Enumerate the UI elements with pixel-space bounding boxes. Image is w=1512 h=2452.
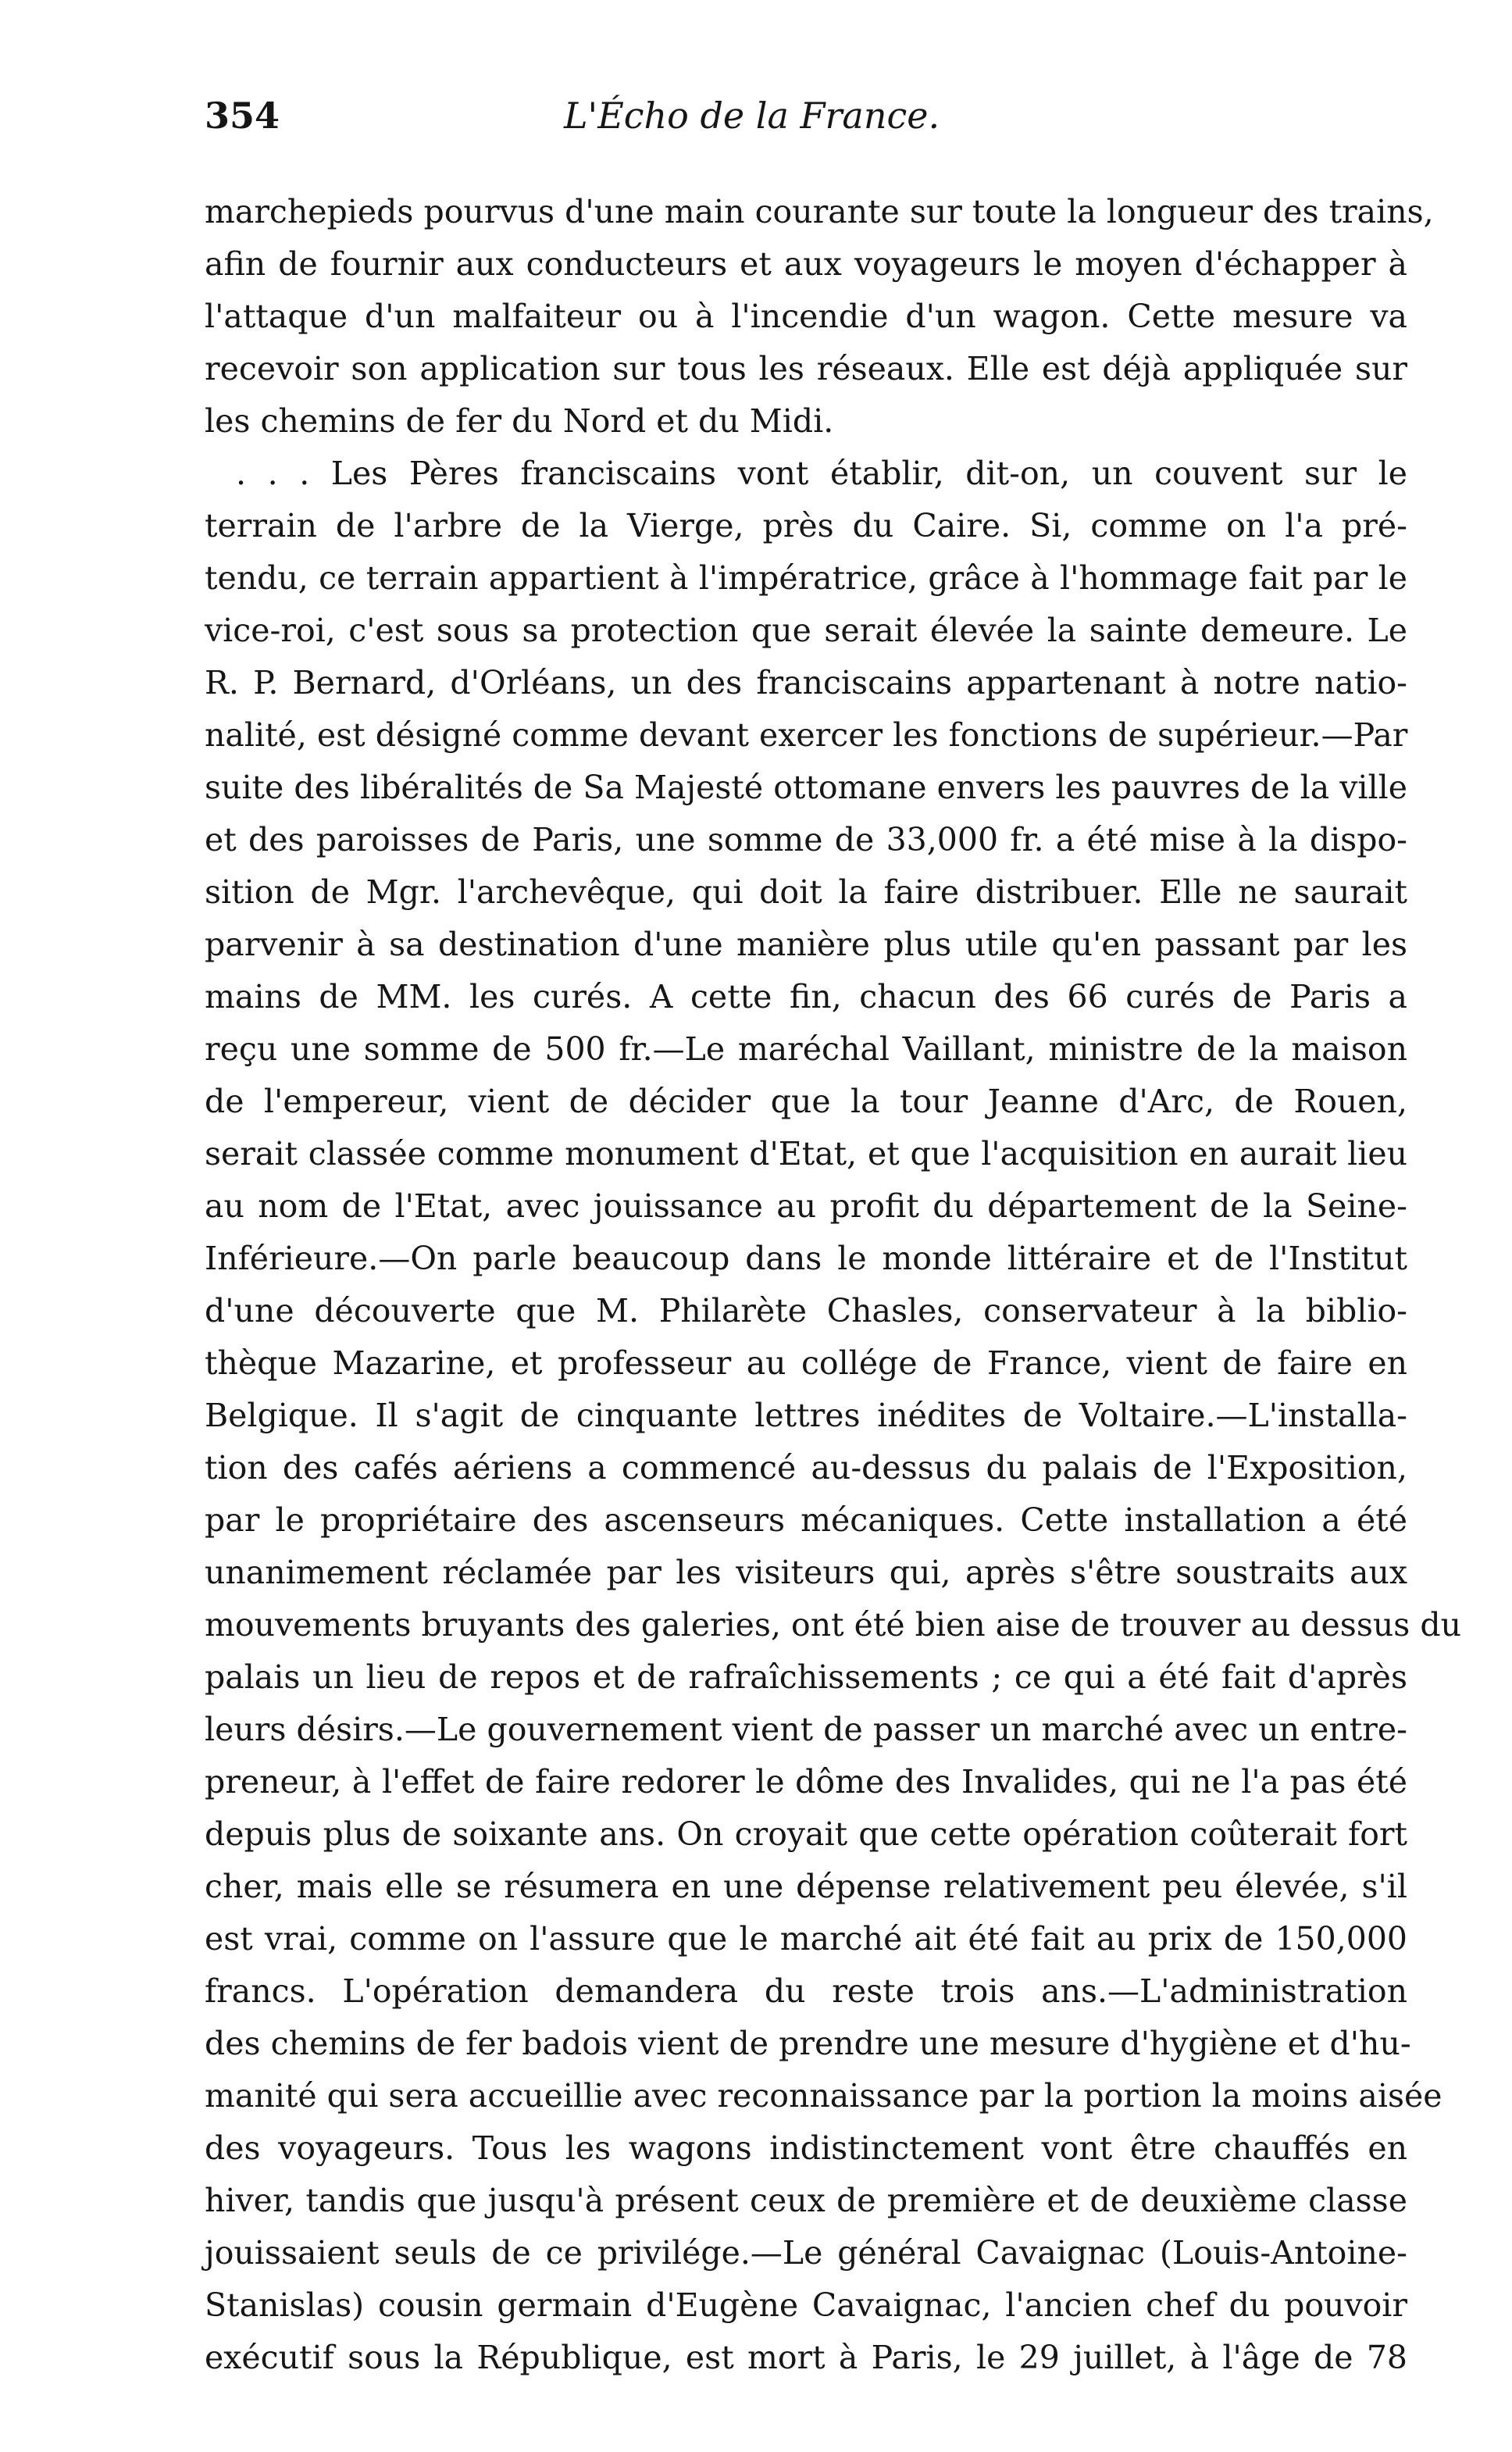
text-line: recevoir son application sur tous les réseaux. Elle est déjà appliquée sur xyxy=(205,350,1407,387)
text-line: hiver, tandis que jusqu'à présent ceux de première et de deuxième classe xyxy=(205,2182,1407,2219)
text-line: vice-roi, c'est sous sa protection que serait élevée la sainte demeure. Le xyxy=(205,612,1407,649)
page-number: 354 xyxy=(205,95,280,137)
body-text xyxy=(205,186,1461,2384)
running-title: L'Écho de la France. xyxy=(564,95,940,137)
text-line: palais un lieu de repos et de rafraîchissements ; ce qui a été fait d'après xyxy=(205,1658,1407,1696)
text-line: thèque Mazarine, et professeur au collége de France, vient de faire en xyxy=(205,1344,1407,1382)
text-line: mouvements bruyants des galeries, ont été bien aise de trouver au dessus du xyxy=(205,1606,1461,1644)
text-line: serait classée comme monument d'Etat, et que l'acquisition en aurait lieu xyxy=(205,1135,1407,1172)
running-head xyxy=(205,92,1407,155)
text-line: au nom de l'Etat, avec jouissance au profit du département de la Seine- xyxy=(205,1187,1407,1225)
text-line: nalité, est désigné comme devant exercer les fonctions de supérieur.—Par xyxy=(205,716,1408,754)
text-line: Inférieure.—On parle beaucoup dans le monde littéraire et de l'Institut xyxy=(205,1240,1407,1277)
text-line: R. P. Bernard, d'Orléans, un des franciscains appartenant à notre natio- xyxy=(205,664,1407,701)
text-line: Stanislas) cousin germain d'Eugène Cavaignac, l'ancien chef du pouvoir xyxy=(205,2286,1407,2324)
text-line: suite des libéralités de Sa Majesté ottomane envers les pauvres de la ville xyxy=(205,769,1407,806)
text-line: reçu une somme de 500 fr.—Le maréchal Vaillant, ministre de la maison xyxy=(205,1030,1407,1068)
text-line: terrain de l'arbre de la Vierge, près du Caire. Si, comme on l'a pré- xyxy=(205,507,1407,544)
text-line: des voyageurs. Tous les wagons indistinctement vont être chauffés en xyxy=(205,2129,1407,2167)
text-line: leurs désirs.—Le gouvernement vient de passer un marché avec un entre- xyxy=(205,1711,1407,1748)
text-line: des chemins de fer badois vient de prendre une mesure d'hygiène et d'hu- xyxy=(205,2025,1411,2062)
text-line: tion des cafés aériens a commencé au-dessus du palais de l'Exposition, xyxy=(205,1449,1407,1487)
text-line: l'attaque d'un malfaiteur ou à l'incendie d'un wagon. Cette mesure va xyxy=(205,298,1407,335)
text-line: Belgique. Il s'agit de cinquante lettres inédites de Voltaire.—L'installa- xyxy=(205,1397,1407,1434)
text-line: jouissaient seuls de ce privilége.—Le général Cavaignac (Louis-Antoine- xyxy=(205,2234,1407,2272)
text-line: sition de Mgr. l'archevêque, qui doit la faire distribuer. Elle ne saurait xyxy=(205,873,1407,911)
text-line: parvenir à sa destination d'une manière plus utile qu'en passant par les xyxy=(205,926,1407,963)
text-line: et des paroisses de Paris, une somme de 33,000 fr. a été mise à la dispo- xyxy=(205,821,1407,858)
text-line: manité qui sera accueillie avec reconnaissance par la portion la moins aisée xyxy=(205,2077,1442,2115)
text-line: par le propriétaire des ascenseurs mécaniques. Cette installation a été xyxy=(205,1501,1407,1539)
text-line: cher, mais elle se résumera en une dépense relativement peu élevée, s'il xyxy=(205,1868,1407,1905)
text-line: afin de fournir aux conducteurs et aux voyageurs le moyen d'échapper à xyxy=(205,245,1407,283)
text-line: d'une découverte que M. Philarète Chasles, conservateur à la biblio- xyxy=(205,1292,1407,1330)
text-line: unanimement réclamée par les visiteurs qui, après s'être soustraits aux xyxy=(205,1554,1407,1591)
text-line: mains de MM. les curés. A cette fin, chacun des 66 curés de Paris a xyxy=(205,978,1407,1015)
text-line: de l'empereur, vient de décider que la tour Jeanne d'Arc, de Rouen, xyxy=(205,1083,1407,1120)
text-line: . . . Les Pères franciscains vont établir, dit-on, un couvent sur le xyxy=(236,455,1407,492)
text-line: est vrai, comme on l'assure que le marché ait été fait au prix de 150,000 xyxy=(205,1920,1407,1958)
text-line: tendu, ce terrain appartient à l'impératrice, grâce à l'hommage fait par le xyxy=(205,559,1407,597)
text-line: preneur, à l'effet de faire redorer le dôme des Invalides, qui ne l'a pas été xyxy=(205,1763,1407,1801)
text-line: les chemins de fer du Nord et du Midi. xyxy=(205,402,834,440)
text-line: marchepieds pourvus d'une main courante sur toute la longueur des trains, xyxy=(205,193,1434,230)
text-line: exécutif sous la République, est mort à Paris, le 29 juillet, à l'âge de 78 xyxy=(205,2339,1407,2376)
text-line: depuis plus de soixante ans. On croyait que cette opération coûterait fort xyxy=(205,1815,1407,1853)
text-line: francs. L'opération demandera du reste trois ans.—L'administration xyxy=(205,1972,1407,2010)
